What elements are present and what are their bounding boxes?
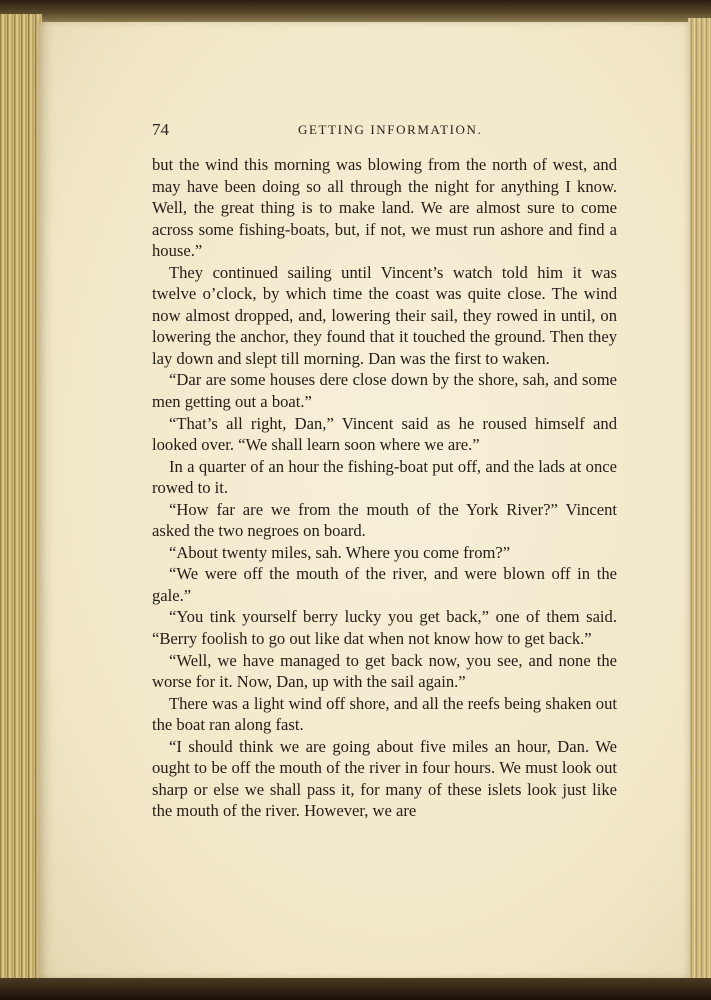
book-bottom-edge (0, 978, 711, 1000)
paragraph: “That’s all right, Dan,” Vincent said as he roused himself and looked over. “We shall learn soon where we are.” (152, 413, 617, 455)
paragraph: They continued sailing until Vincent’s watch told him it was twelve o’clock, by which time the coast was quite close. The wind now almost dropped, and, lowering their sail, they rowed in until, on lowering the anchor, they found that it touched the ground. Then they lay down and slept till morning. Dan was the first to waken. (152, 262, 617, 368)
running-head: GETTING INFORMATION. (298, 122, 483, 137)
paragraph: “How far are we from the mouth of the York River?” Vincent asked the two negroes on board. (152, 499, 617, 541)
paragraph: In a quarter of an hour the fishing-boat put off, and the lads at once rowed to it. (152, 456, 617, 498)
page-header (152, 120, 620, 142)
body-text (152, 154, 617, 822)
paragraph: “Well, we have managed to get back now, you see, and none the worse for it. Now, Dan, up with the sail again.” (152, 650, 617, 692)
paragraph: “Dar are some houses dere close down by the shore, sah, and some men getting out a boat.” (152, 370, 617, 412)
paragraph: “About twenty miles, sah. Where you come from?” (169, 542, 511, 562)
book-top-edge (0, 0, 711, 22)
paragraph: There was a light wind off shore, and all the reefs being shaken out the boat ran along fast. (152, 693, 617, 735)
paragraph: “I should think we are going about five miles an hour, Dan. We ought to be off the mouth of the river in four hours. We must look out sharp or else we shall pass it, for many of these islets look just like the mouth of the river. However, we are (152, 736, 617, 821)
page-stack-left (0, 14, 42, 982)
page-number: 74 (152, 120, 169, 139)
paragraph: but the wind this morning was blowing from the north of west, and may have been doing so all through the night for anything I know. Well, the great thing is to make land. We are almost sure to come across some fishing-boats, but, if not, we must run ashore and find a house.” (152, 155, 617, 261)
paragraph: “You tink yourself berry lucky you get back,” one of them said. “Berry foolish to go out like dat when not know how to get back.” (152, 607, 617, 649)
paragraph: “We were off the mouth of the river, and were blown off in the gale.” (152, 564, 617, 605)
page-stack-right (688, 18, 711, 980)
